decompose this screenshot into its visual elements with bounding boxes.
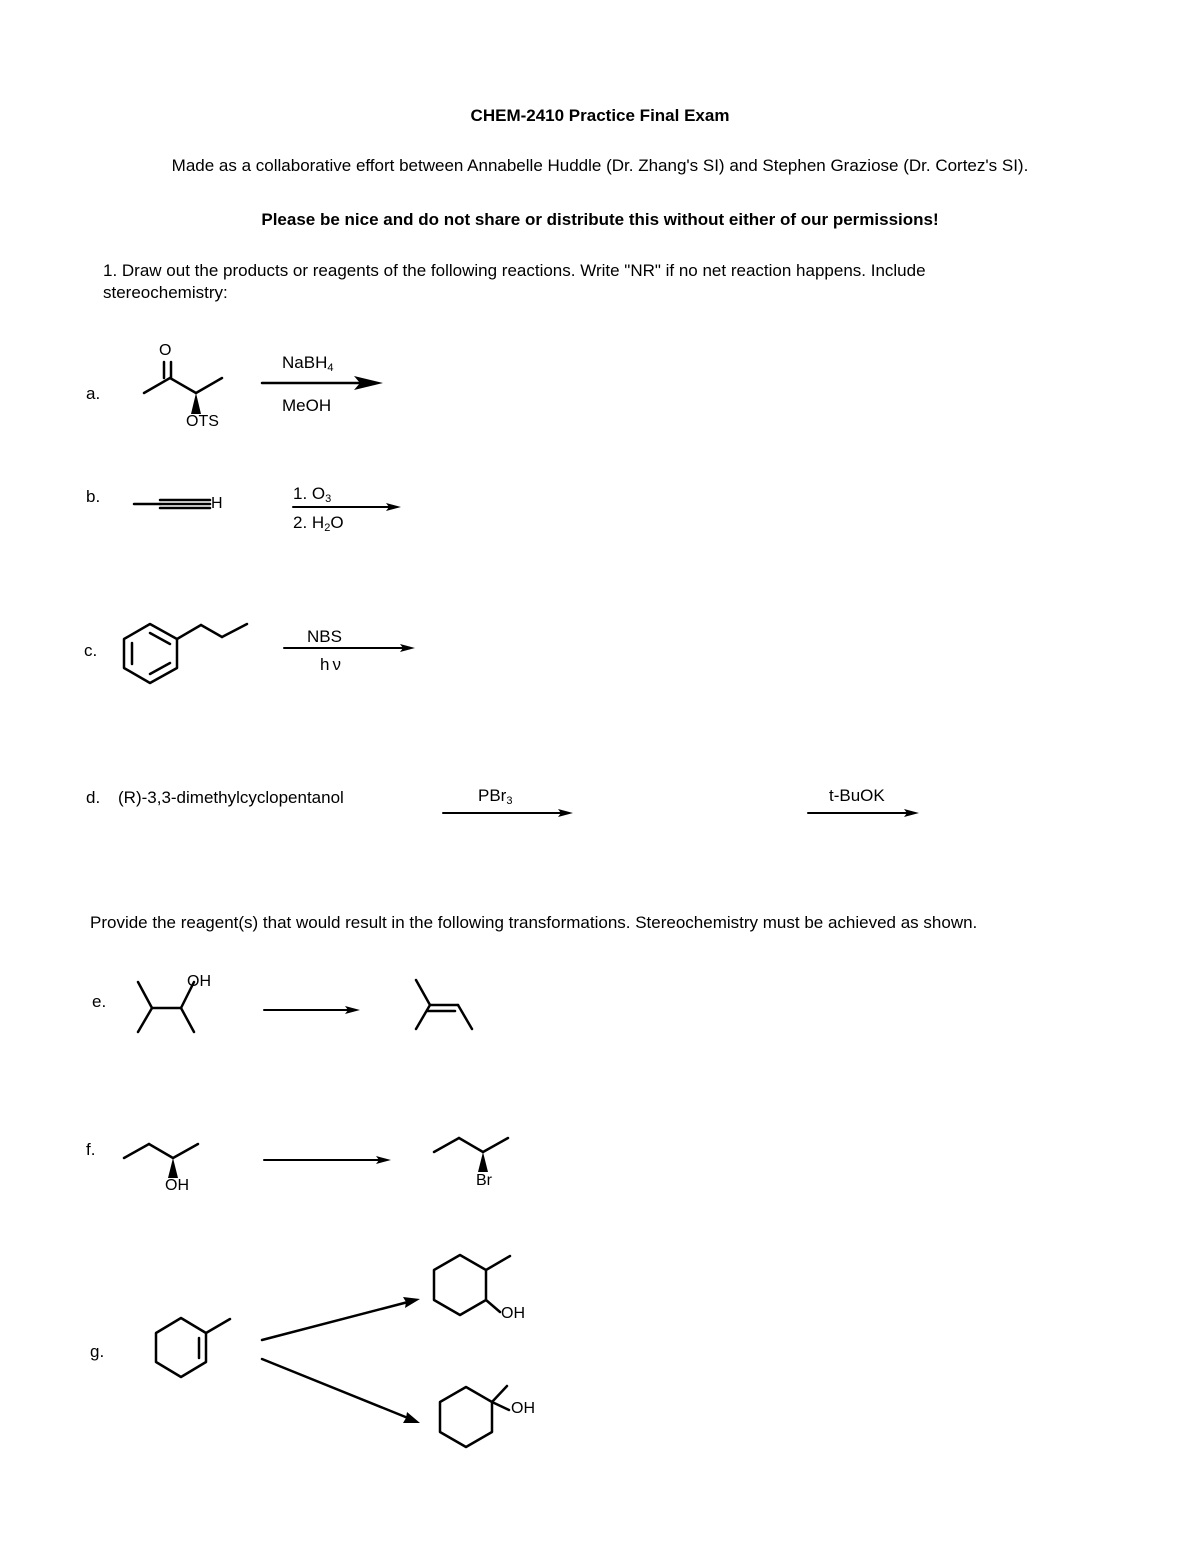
reaction-a-reagent-bottom: MeOH [282, 396, 332, 415]
reaction-b-reagent-bottom: 2. $H_2O$ [293, 513, 344, 534]
reaction-c-arrow [284, 644, 415, 652]
transformation-e-product [416, 980, 472, 1029]
reaction-b-hydrogen: H [211, 495, 223, 512]
reaction-b-arrow [293, 503, 401, 511]
transformation-f-hydroxyl: OH [165, 1177, 189, 1194]
reaction-d-arrow-2 [808, 809, 919, 817]
reaction-c-reagent-top: NBS [307, 627, 342, 646]
transformation-g-substrate [156, 1318, 230, 1377]
transformation-e-arrow [264, 1006, 360, 1014]
reaction-a-arrow [262, 376, 383, 390]
reaction-d-arrow-1 [443, 809, 573, 817]
reaction-d-compound-name: (R)-3,3-dimethylcyclopentanol [118, 788, 344, 807]
reaction-d-label: d. [86, 788, 101, 807]
reaction-c-label: c. [84, 641, 98, 660]
transformation-g-hydroxyl-top: OH [501, 1305, 525, 1322]
reaction-a-ots: OTS [186, 413, 219, 430]
reaction-a-reagent-top: NaBH$_4$ [282, 353, 334, 374]
transformation-g-hydroxyl-bottom: OH [511, 1400, 535, 1417]
reaction-d-reagent-1: PBr$_3$ [478, 786, 513, 807]
transformation-g-product-top [434, 1255, 510, 1315]
reaction-b-label: b. [86, 487, 101, 506]
transformation-e-substrate [138, 982, 194, 1032]
distribution-notice: Please be nice and do not share or distribute this without either of our permissions! [261, 210, 939, 229]
reaction-b-substrate [134, 500, 210, 508]
page-title: CHEM-2410 Practice Final Exam [470, 106, 730, 125]
transformation-g-product-bottom [440, 1386, 509, 1447]
transformation-f-arrow [264, 1156, 391, 1164]
reaction-a-oxygen: O [159, 342, 172, 359]
reaction-c-substrate [124, 624, 247, 683]
transformation-e-label: e. [92, 992, 107, 1011]
reaction-b-reagent-top: 1. $O_3$ [293, 484, 332, 505]
transformation-e-hydroxyl: OH [187, 973, 211, 990]
transformation-g-label: g. [90, 1342, 105, 1361]
transformation-f-label: f. [86, 1140, 96, 1159]
transformation-g-arrow-bottom [262, 1359, 420, 1423]
transformation-g-arrow-top [262, 1297, 420, 1340]
section-2-instructions: Provide the reagent(s) that would result in the following transformations. Stereochemistry must be achieved as shown. [90, 913, 978, 932]
transformation-f-product [434, 1138, 508, 1172]
reaction-c-reagent-bottom: hν [320, 655, 344, 674]
transformation-f-bromine: Br [476, 1172, 492, 1189]
reaction-a-substrate [144, 362, 222, 414]
reaction-a-label: a. [86, 384, 101, 403]
question-1-line-2: stereochemistry: [103, 283, 228, 302]
reaction-d-reagent-2: t-BuOK [829, 786, 885, 805]
transformation-f-substrate [124, 1144, 198, 1178]
question-1-line-1: 1. Draw out the products or reagents of the following reactions. Write "NR" if no net reaction happens. Include [103, 261, 926, 280]
author-credit: Made as a collaborative effort between Annabelle Huddle (Dr. Zhang's SI) and Stephen Graziose (Dr. Cortez's SI). [171, 156, 1029, 175]
